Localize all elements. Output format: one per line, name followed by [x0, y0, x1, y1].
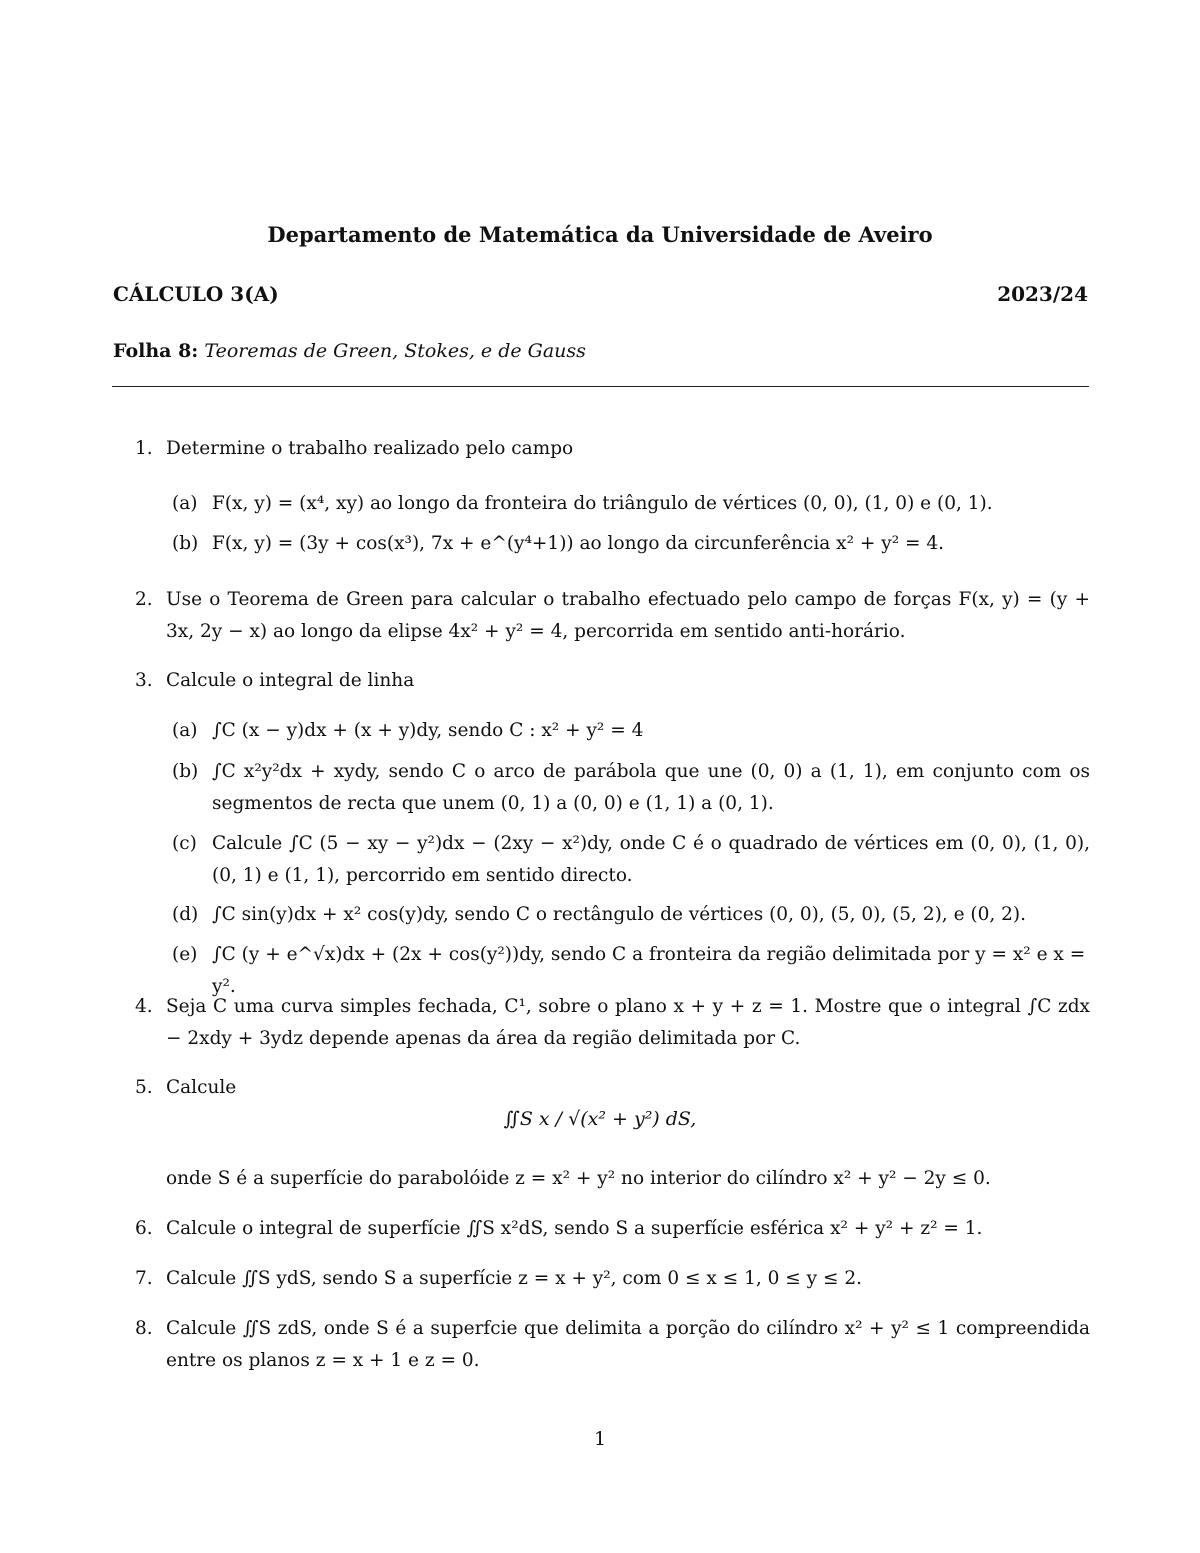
question-4: [135, 991, 1090, 1055]
question-5-continuation: [135, 1163, 1090, 1195]
question-number: 6.: [135, 1218, 153, 1239]
question-1b: [172, 528, 1090, 560]
question-text: Calcule o integral de superfície ∬S x²dS, sendo S a superfície esférica x² + y² + z² = 1.: [166, 1218, 983, 1239]
question-8: [135, 1313, 1090, 1377]
part-label: (b): [172, 533, 199, 554]
sheet-title: [113, 340, 586, 362]
question-text: Seja C uma curva simples fechada, C¹, sobre o plano x + y + z = 1. Mostre que o integral ∫C zdx − 2xdy + 3ydz depende apenas da área da região delimitada por C.: [166, 996, 1090, 1049]
part-label: (b): [172, 761, 199, 782]
course-title: CÁLCULO 3(A): [113, 282, 279, 306]
part-label: (e): [172, 944, 198, 965]
part-text: Calcule ∫C (5 − xy − y²)dx − (2xy − x²)dy, onde C é o quadrado de vértices em (0, 0), (1, 0), (0, 1) e (1, 1), percorrido em sentido directo.: [212, 833, 1090, 886]
question-number: 5.: [135, 1077, 153, 1098]
question-3: [135, 665, 1090, 697]
part-label: (a): [172, 720, 198, 741]
question-3d: [172, 899, 1090, 931]
sheet-label: Folha 8:: [113, 340, 199, 362]
question-text: onde S é a superfície do parabolóide z = x² + y² no interior do cilíndro x² + y² − 2y ≤ 0.: [166, 1168, 991, 1189]
question-text: Use o Teorema de Green para calcular o trabalho efectuado pelo campo de forças F(x, y) = (y + 3x, 2y − x) ao longo da elipse 4x² + y² = 4, percorrida em sentido anti-horário.: [166, 589, 1090, 642]
question-7: [135, 1263, 1090, 1295]
surface-integral-formula: ∬S x / √(x² + y²) dS,: [503, 1108, 697, 1130]
part-text: ∫C (x − y)dx + (x + y)dy, sendo C : x² + y² = 4: [212, 720, 644, 741]
question-text: Calcule ∬S zdS, onde S é a superfcie que delimita a porção do cilíndro x² + y² ≤ 1 compreendida entre os planos z = x + 1 e z = 0.: [166, 1318, 1090, 1371]
question-5: [135, 1072, 1090, 1104]
page-number: 1: [593, 1428, 607, 1450]
question-2: [135, 584, 1090, 648]
academic-year: 2023/24: [997, 282, 1088, 306]
part-text: F(x, y) = (x⁴, xy) ao longo da fronteira do triângulo de vértices (0, 0), (1, 0) e (0, 1).: [212, 493, 993, 514]
question-3a: [172, 715, 1090, 747]
part-label: (d): [172, 904, 199, 925]
question-3b: [172, 756, 1090, 820]
question-6: [135, 1213, 1090, 1245]
department-heading: Departamento de Matemática da Universidade de Aveiro: [267, 222, 933, 247]
sheet-topic: Teoremas de Green, Stokes, e de Gauss: [204, 340, 586, 362]
part-text: ∫C sin(y)dx + x² cos(y)dy, sendo C o rectângulo de vértices (0, 0), (5, 0), (5, 2), e (0, 2).: [212, 904, 1027, 925]
question-text: Calcule o integral de linha: [166, 670, 415, 691]
question-number: 3.: [135, 670, 153, 691]
question-text: Calcule: [166, 1077, 237, 1098]
question-number: 7.: [135, 1268, 153, 1289]
part-text: ∫C x²y²dx + xydy, sendo C o arco de parábola que une (0, 0) a (1, 1), em conjunto com os segmentos de recta que unem (0, 1) a (0, 0) e (1, 1) a (0, 1).: [212, 761, 1090, 814]
part-label: (a): [172, 493, 198, 514]
question-text: Calcule ∬S ydS, sendo S a superfície z = x + y², com 0 ≤ x ≤ 1, 0 ≤ y ≤ 2.: [166, 1268, 863, 1289]
question-text: Determine o trabalho realizado pelo campo: [166, 438, 574, 459]
part-text: ∫C (y + e^√x)dx + (2x + cos(y²))dy, sendo C a fronteira da região delimitada por y = x² e x = y².: [212, 944, 1086, 997]
question-1a: [172, 488, 1090, 520]
question-number: 2.: [135, 589, 153, 610]
header-divider: [112, 386, 1089, 387]
question-1: [135, 433, 1090, 465]
question-3c: [172, 828, 1090, 892]
question-number: 1.: [135, 438, 153, 459]
part-label: (c): [172, 833, 197, 854]
question-number: 8.: [135, 1318, 153, 1339]
question-number: 4.: [135, 996, 153, 1017]
part-text: F(x, y) = (3y + cos(x³), 7x + e^(y⁴+1)) ao longo da circunferência x² + y² = 4.: [212, 533, 945, 554]
